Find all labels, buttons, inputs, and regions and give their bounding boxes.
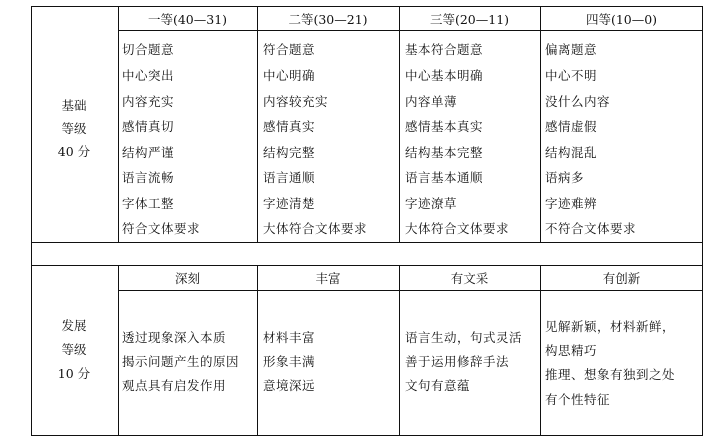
- grade-1-item: 感情真切: [122, 119, 175, 134]
- grade-1-item: 中心突出: [122, 68, 175, 83]
- col-divider: [399, 265, 400, 436]
- dev-col-2-item: 形象丰满: [263, 354, 316, 369]
- dev-col-4-header: 有创新: [602, 271, 641, 286]
- grade-2-item: 结构完整: [263, 145, 316, 160]
- grade-3-item: 中心基本明确: [405, 68, 484, 83]
- dev-col-3-item: 善于运用修辞手法: [405, 354, 510, 369]
- dev-col-4-item: 构思精巧: [545, 343, 598, 358]
- basic-category-line-2: 等级: [61, 121, 87, 136]
- col-divider: [540, 6, 541, 242]
- grade-3-item: 字迹潦草: [405, 196, 458, 211]
- dev-category-line-2: 等级: [61, 342, 87, 357]
- col-divider: [118, 6, 119, 242]
- col-divider: [257, 6, 258, 242]
- col-divider: [399, 6, 400, 242]
- section-divider-top: [31, 242, 703, 243]
- dev-col-2-item: 意境深远: [263, 378, 316, 393]
- col-divider: [257, 265, 258, 436]
- grade-2-header: 二等(30—21): [288, 12, 368, 27]
- dev-col-3-item: 语言生动，句式灵活: [405, 330, 523, 345]
- basic-category-line-3: 40 分: [57, 144, 91, 159]
- dev-col-3-item: 文句有意蕴: [405, 378, 471, 393]
- grade-3-item: 内容单薄: [405, 94, 458, 109]
- dev-category-line-3: 10 分: [57, 366, 91, 381]
- grade-3-item: 语言基本通顺: [405, 170, 484, 185]
- grade-4-item: 没什么内容: [545, 94, 611, 109]
- dev-col-3-header: 有文采: [450, 271, 489, 286]
- grade-1-item: 字体工整: [122, 196, 175, 211]
- grade-3-item: 结构基本完整: [405, 145, 484, 160]
- grade-1-item: 符合文体要求: [122, 221, 201, 236]
- dev-col-4-item: 见解新颖，材料新鲜，: [545, 319, 676, 334]
- dev-col-4-item: 有个性特征: [545, 392, 611, 407]
- grade-4-item: 中心不明: [545, 68, 598, 83]
- grade-4-item: 偏离题意: [545, 42, 598, 57]
- grade-2-item: 大体符合文体要求: [263, 221, 368, 236]
- grade-2-item: 符合题意: [263, 42, 316, 57]
- grade-2-item: 字迹清楚: [263, 196, 316, 211]
- grade-4-item: 语病多: [545, 170, 585, 185]
- grade-3-header: 三等(20—11): [429, 12, 510, 27]
- dev-col-1-item: 透过现象深入本质: [122, 330, 227, 345]
- grade-1-item: 切合题意: [122, 42, 175, 57]
- col-divider: [118, 265, 119, 436]
- grade-1-item: 结构严谨: [122, 145, 175, 160]
- grade-2-item: 感情真实: [263, 119, 316, 134]
- grade-2-item: 内容较充实: [263, 94, 329, 109]
- basic-category-line-1: 基础: [61, 98, 87, 113]
- grade-1-item: 语言流畅: [122, 170, 175, 185]
- grade-1-item: 内容充实: [122, 94, 175, 109]
- dev-col-2-item: 材料丰富: [263, 330, 316, 345]
- dev-col-1-item: 揭示问题产生的原因: [122, 354, 240, 369]
- dev-col-4-item: 推理、想象有独到之处: [545, 367, 676, 382]
- grade-3-item: 大体符合文体要求: [405, 221, 510, 236]
- dev-col-2-header: 丰富: [315, 271, 341, 286]
- dev-col-1-header: 深刻: [174, 271, 200, 286]
- grade-4-header: 四等(10—0): [585, 12, 658, 27]
- section-divider-bottom: [31, 265, 703, 266]
- dev-col-1-item: 观点具有启发作用: [122, 378, 227, 393]
- grade-2-item: 中心明确: [263, 68, 316, 83]
- grade-4-item: 不符合文体要求: [545, 221, 637, 236]
- grade-3-item: 基本符合题意: [405, 42, 484, 57]
- header-divider: [118, 30, 703, 31]
- grade-4-item: 结构混乱: [545, 145, 598, 160]
- grade-1-header: 一等(40—31): [147, 12, 228, 27]
- dev-category-line-1: 发展: [61, 318, 87, 333]
- dev-header-divider: [118, 290, 703, 291]
- grade-3-item: 感情基本真实: [405, 119, 484, 134]
- grade-2-item: 语言通顺: [263, 170, 316, 185]
- grade-4-item: 感情虚假: [545, 119, 598, 134]
- col-divider: [540, 265, 541, 436]
- grade-4-item: 字迹难辨: [545, 196, 598, 211]
